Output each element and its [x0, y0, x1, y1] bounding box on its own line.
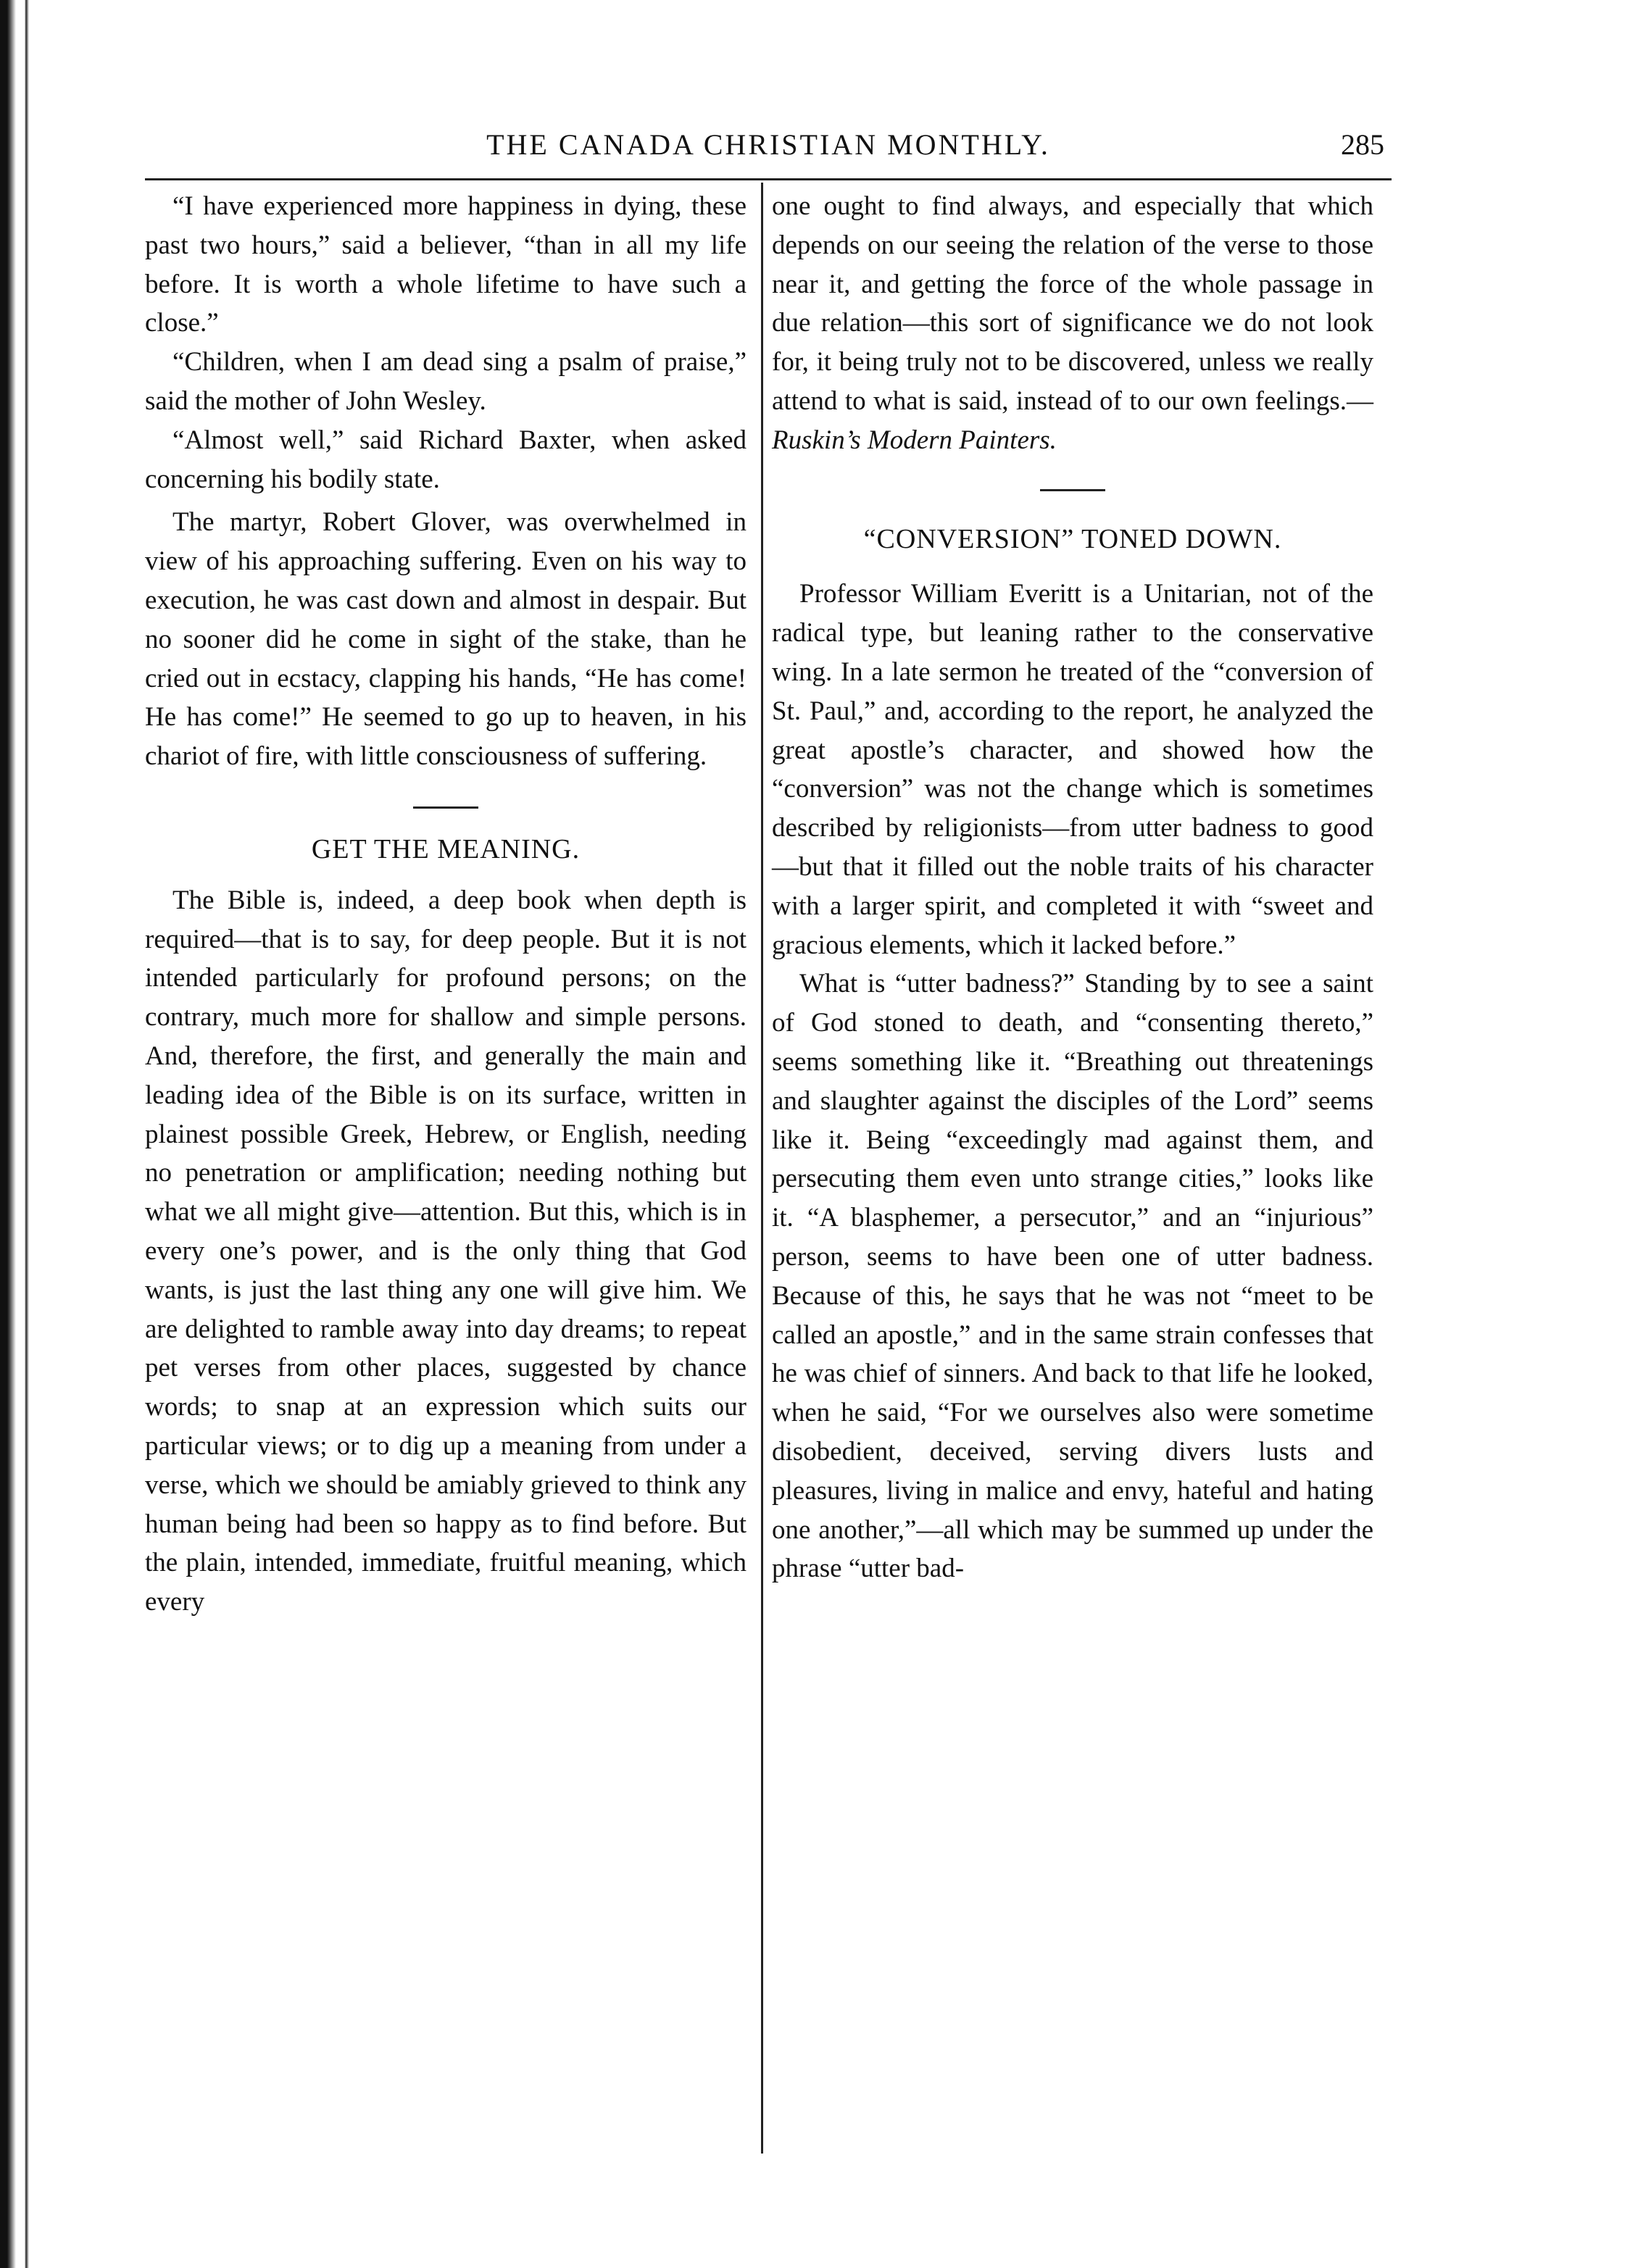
utter-badness-paragraph: What is “utter badness?” Standing by to see a saint of God stoned to death, and “consenting thereto,” seems something like it. “Breathing out threatenings and slaughter against the disciples of the Lord” seems like it. Being “exceedingly mad against them, and persecuting them even unto strange cities,” looks like it. “A blasphemer, a persecutor,” and an “injurious” person, seems to have been one of utter badness. Because of this, he says that he was not “meet to be called an apostle,” and in the same strain confesses that he was chief of sinners. And back to that life he looked, when he said, “For we ourselves also were sometime disobedient, deceived, serving divers lusts and pleasures, living in malice and envy, hateful and hating one another,”—all which may be summed up under the phrase “utter bad-: [772, 969, 1373, 1584]
running-title: THE CANADA CHRISTIAN MONTHLY.: [486, 128, 1050, 161]
header-rule: [145, 178, 1392, 180]
ruskin-attribution: Ruskin’s Modern Painters.: [772, 425, 1057, 455]
page-edge: [0, 0, 43, 2268]
right-column: [772, 187, 1373, 1588]
meaning-continuation: [772, 187, 1373, 460]
quote-wesley-mother: “Children, when I am dead sing a psalm of praise,” said the mother of John Wesley.: [145, 347, 747, 416]
quote-baxter: “Almost well,” said Richard Baxter, when asked concerning his bodily state.: [145, 425, 747, 494]
section-heading-get-the-meaning: GET THE MEANING.: [311, 833, 581, 864]
quote-believer: “I have experienced more happiness in dying, these past two hours,” said a believer, “than in all my life before. It is worth a whole lifetime to have such a close.”: [145, 191, 747, 338]
left-column: [145, 187, 747, 1622]
glover-paragraph: The martyr, Robert Glover, was overwhelmed in view of his approaching suffering. Even on his way to execution, he was cast down and almost in despair. But no sooner did he come in sight of the stake, than he cried out in ecstacy, clapping his hands, “He has come! He has come!” He seemed to go up to heaven, in his chariot of fire, with little consciousness of suffering.: [145, 507, 747, 772]
everitt-paragraph: Professor William Everitt is a Unitarian, not of the radical type, but leaning rather to the conservative wing. In a late sermon he treated of the “conversion of St. Paul,” and, according to the report, he analyzed the great apostle’s character, and showed how the “conversion” was not the change which is sometimes described by religionists—from utter badness to good—but that it filled out the noble traits of his character with a larger spirit, and completed it with “sweet and gracious elements, which it lacked before.”: [772, 579, 1373, 960]
bible-paragraph: The Bible is, indeed, a deep book when depth is required—that is to say, for deep people. But it is not intended particularly for profound persons; on the contrary, much more for shallow and simple persons. And, therefore, the first, and generally the main and leading idea of the Bible is on its surface, written in plainest possible Greek, Hebrew, or English, needing no penetration or amplification; needing nothing but what we all might give—attention. But this, which is in every one’s power, and is the only thing that God wants, is just the last thing any one will give him. We are delighted to ramble away into day dreams; to repeat pet verses from other places, suggested by chance words; to snap at an expression which suits our particular views; or to dig up a meaning from under a verse, which we should be amiably grieved to think any human being had been so happy as to find before. But the plain, intended, immediate, fruitful meaning, which every: [145, 885, 747, 1617]
section-heading-conversion: “CONVERSION” TONED DOWN.: [863, 523, 1282, 554]
page-number: 285: [1341, 128, 1384, 161]
column-divider: [761, 183, 763, 2154]
page-header: [377, 116, 1384, 174]
meaning-continuation-text: one ought to find always, and especially that which depends on our seeing the relation of the verse to those near it, and getting the force of the whole passage in due relation—this sort of significance we do not look for, it being truly not to be discovered, unless we really attend to what is said, instead of to our own feelings.—: [772, 191, 1373, 416]
